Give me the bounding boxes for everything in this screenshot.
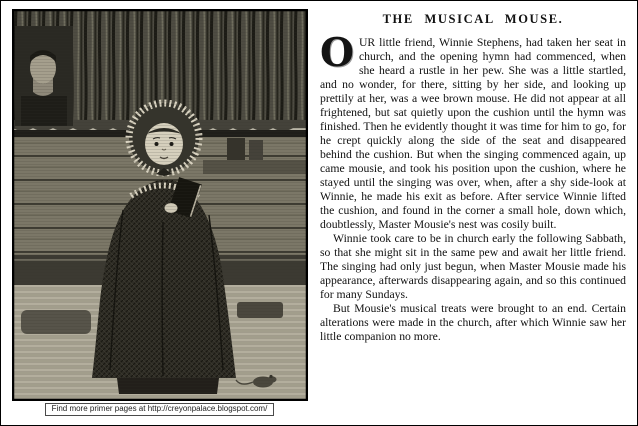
story-column [313, 1, 637, 425]
paragraph-1-text: UR little friend, Winnie Stephens, had taken her seat in church, and the opening hymn had commenced, when she heard a rustle in her pew. She was a little startled, and no wonder, for there, sitting by her side, and looking up prettily at her, was a wee brown mouse. He did not appear at all frightened, but sat quietly upon the cushion until the hymn was finished. Then he evidently thought it was time for him to go, for he crept quickly along the side of the seat and disappeared behind the cushion. But when the singing commenced again, up came mousie, and took his position upon the cushion, where he stayed until the singing was over, when, after a shy side-look at Winnie, he made his exit as before. After service Winnie lifted the cushion, and found in the corner a small hole, down which, doubtlessly, Master Mousie's nest was cosily built. [320, 36, 626, 231]
story-paragraph-1 [320, 30, 626, 232]
caption-text: Find more primer pages at http://creyonpalace.blogspot.com/ [51, 404, 268, 413]
story-title: THE MUSICAL MOUSE. [382, 12, 564, 26]
story-paragraph-3: But Mousie's musical treats were brought to an end. Certain alterations were made in the church, after which Winnie saw her little companion no more. [320, 302, 626, 343]
engraving-svg [13, 10, 307, 400]
engraving-texture [13, 10, 307, 400]
dropcap-initial: O [320, 30, 354, 76]
illustration-engraving [12, 9, 308, 401]
illustration-column [1, 1, 313, 425]
caption-box [45, 403, 275, 416]
story-paragraph-2: Winnie took care to be in church early the following Sabbath, so that she might sit in the same pew and await her little friend. The singing had only just begun, when Master Mousie made his appearance, afterwards disappearing again, and so this continued for many Sundays. [320, 232, 626, 301]
